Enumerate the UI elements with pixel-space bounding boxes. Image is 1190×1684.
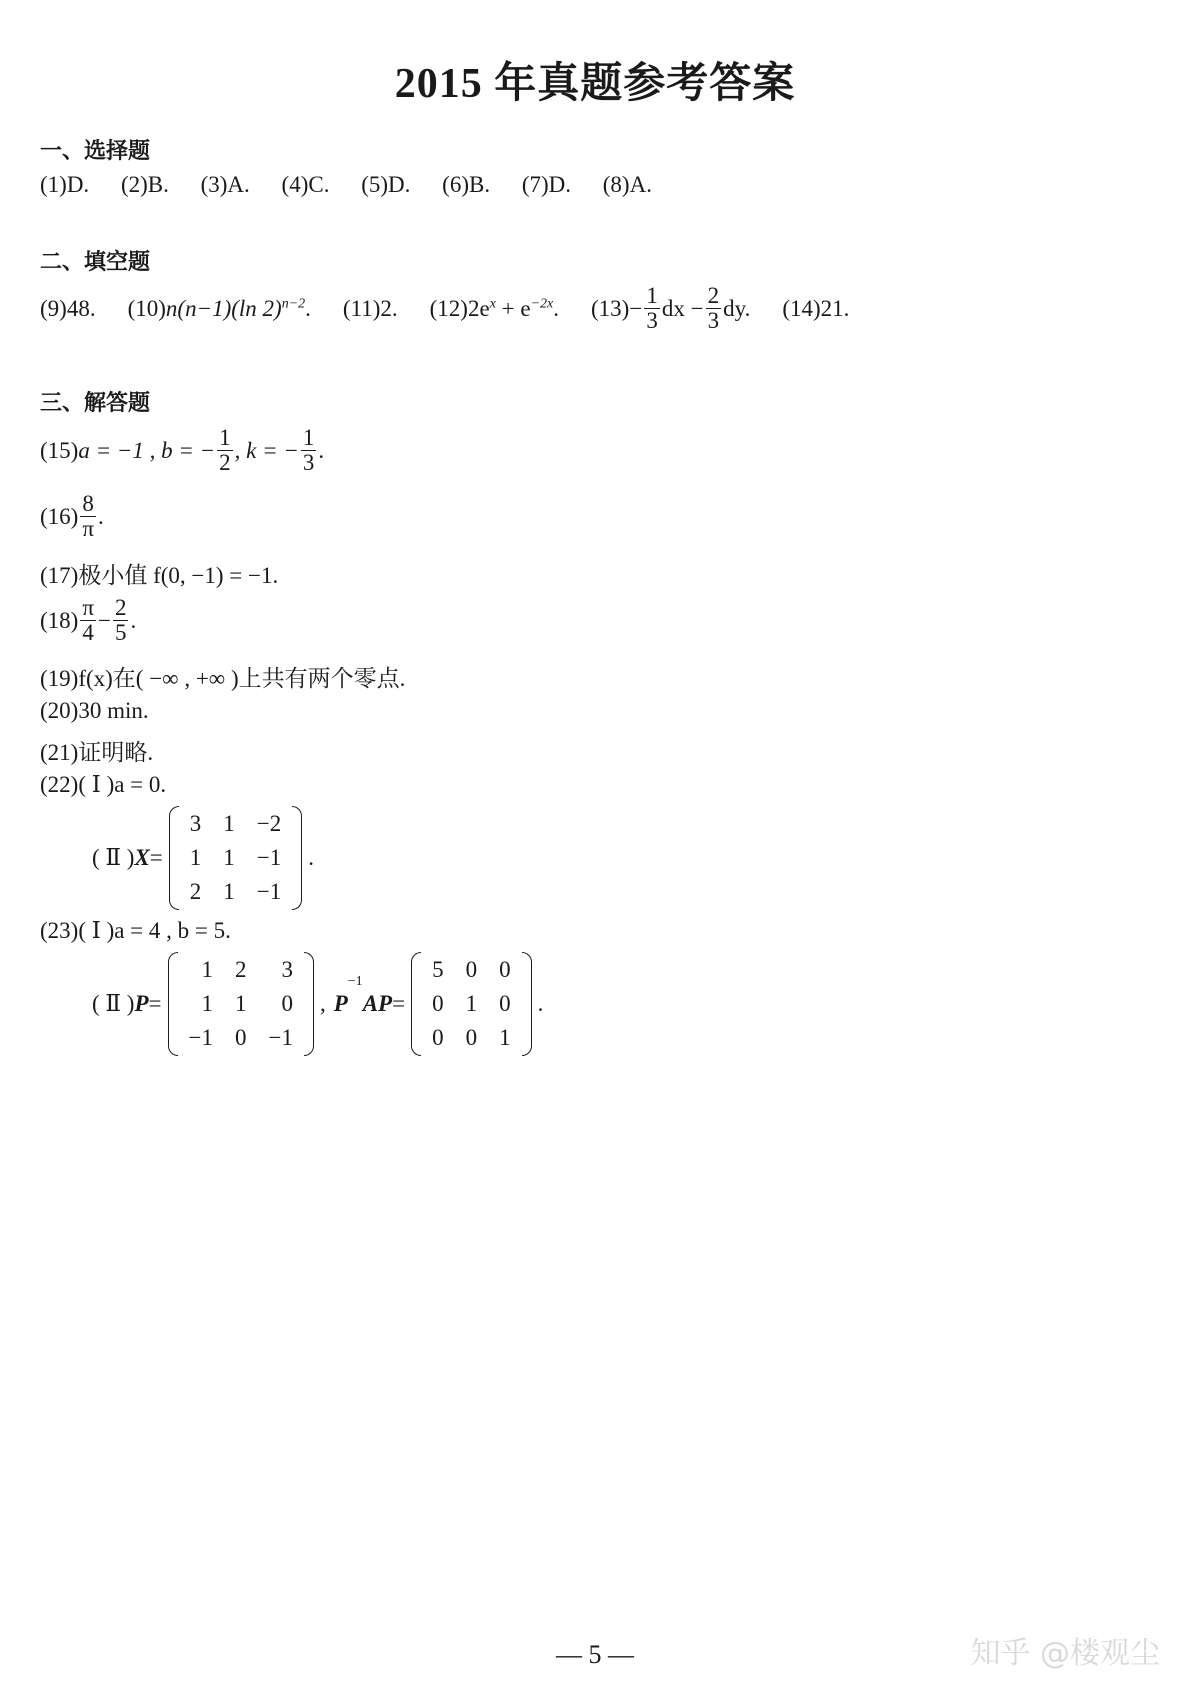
numerator: π — [82, 595, 94, 620]
equals-sign: = — [149, 845, 163, 870]
matrix-variable: P — [333, 991, 348, 1016]
numerator: 2 — [707, 283, 720, 308]
matrix-cell: −1 — [256, 879, 282, 904]
right-bracket — [522, 952, 532, 1056]
fraction — [706, 284, 722, 333]
matrix-p — [168, 952, 314, 1056]
matrix-cell: 1 — [499, 1025, 511, 1050]
denominator: 3 — [707, 308, 720, 334]
mc-answer: (6)B. — [442, 172, 491, 197]
matrix-cell: 0 — [432, 1025, 444, 1050]
matrix-cell: 3 — [281, 957, 293, 982]
section-heading-fill-blank: 二、填空题 — [40, 250, 151, 275]
section-heading-multiple-choice: 一、选择题 — [40, 139, 151, 164]
fill-blank-answers — [40, 284, 849, 333]
fraction — [644, 284, 660, 333]
exponent: n−2 — [281, 295, 306, 311]
left-bracket — [168, 952, 178, 1056]
matrix-cell: 1 — [223, 879, 235, 904]
answer-label: (10) — [127, 295, 166, 321]
matrix-cell: 0 — [465, 957, 478, 982]
denominator: 4 — [82, 620, 94, 646]
answer-19: (19)f(x)在( −∞ , +∞ )上共有两个零点. — [40, 666, 406, 691]
answer-label: ( Ⅱ ) — [92, 991, 135, 1016]
matrix-cell: 1 — [201, 991, 213, 1016]
mc-answer: (5)D. — [361, 172, 411, 197]
matrix-cell: 1 — [465, 991, 478, 1016]
matrix-cell: 0 — [465, 1025, 478, 1050]
fraction — [217, 426, 233, 475]
answer-end: . — [308, 845, 315, 870]
answer-term: dy. — [723, 295, 751, 321]
matrix-cell: −1 — [188, 1025, 213, 1050]
answer-label: (15) — [40, 437, 79, 463]
answer-17: (17)极小值 f(0, −1) = −1. — [40, 563, 279, 588]
matrix-variable: AP — [362, 991, 393, 1016]
matrix-diagonal — [411, 952, 532, 1056]
fraction — [80, 596, 96, 645]
answer-label: (16) — [40, 503, 79, 529]
fill-answer-14: (14)21. — [782, 295, 850, 321]
matrix-cell: 1 — [223, 845, 235, 870]
matrix-cell: 2 — [234, 957, 247, 982]
denominator: 3 — [302, 450, 315, 476]
mc-answer: (8)A. — [602, 172, 652, 197]
answer-20: (20)30 min. — [40, 698, 149, 723]
denominator: 2 — [219, 450, 231, 476]
answer-end: . — [305, 295, 311, 321]
numerator: 1 — [219, 425, 231, 450]
left-bracket — [169, 806, 179, 910]
fill-answer-12 — [430, 296, 559, 322]
mc-answer: (2)B. — [120, 172, 169, 197]
numerator: 1 — [302, 425, 315, 450]
equals-sign: = — [148, 991, 162, 1016]
matrix-cell: −1 — [256, 845, 282, 870]
mc-answer: (4)C. — [281, 172, 330, 197]
minus-sign: − — [629, 295, 643, 321]
answer-22-part-2 — [92, 806, 314, 910]
answer-term: 2e — [467, 295, 490, 321]
answer-15 — [40, 426, 324, 475]
left-bracket — [411, 952, 421, 1056]
answer-term: dx − — [661, 295, 704, 321]
right-bracket — [292, 806, 302, 910]
matrix-cell: 1 — [201, 957, 213, 982]
matrix-cell: 2 — [189, 879, 202, 904]
answer-22-part-1: (22)( Ⅰ )a = 0. — [40, 772, 167, 797]
fraction — [301, 426, 317, 475]
matrix-table — [179, 807, 292, 909]
matrix-variable: X — [134, 845, 150, 870]
matrix-cell: 0 — [499, 991, 511, 1016]
separator: , — [319, 991, 326, 1016]
multiple-choice-answers — [40, 172, 678, 198]
answer-expression: n(n−1)(ln 2) — [165, 295, 282, 321]
answer-end: . — [553, 295, 560, 321]
right-bracket — [304, 952, 314, 1056]
answer-23-part-2 — [92, 952, 543, 1056]
answer-expression: a = −1 , b = − — [78, 437, 216, 463]
fraction — [113, 596, 129, 645]
fill-answer-13 — [591, 284, 750, 333]
matrix-cell: 0 — [234, 1025, 247, 1050]
matrix-cell: 5 — [432, 957, 444, 982]
matrix-cell: 0 — [499, 957, 511, 982]
denominator: 5 — [114, 620, 127, 646]
matrix-cell: 0 — [281, 991, 293, 1016]
matrix-table — [421, 953, 522, 1055]
matrix-variable: P — [134, 991, 149, 1016]
answer-end: . — [130, 607, 137, 633]
matrix-x — [169, 806, 302, 910]
answer-end: . — [318, 437, 325, 463]
fill-answer-11: (11)2. — [342, 295, 398, 321]
matrix-table — [178, 953, 304, 1055]
mc-answer: (1)D. — [40, 172, 90, 197]
answer-label: (18) — [40, 607, 79, 633]
answer-expression: , k = − — [234, 437, 299, 463]
numerator: 2 — [114, 595, 127, 620]
numerator: 8 — [80, 492, 96, 517]
denominator: π — [82, 516, 94, 542]
answer-18 — [40, 596, 136, 645]
matrix-cell: 1 — [234, 991, 247, 1016]
answer-label: (13) — [591, 295, 630, 321]
matrix-cell: 1 — [223, 811, 235, 836]
answer-23-part-1: (23)( Ⅰ )a = 4 , b = 5. — [40, 918, 231, 943]
matrix-cell: 1 — [189, 845, 202, 870]
answer-label: ( Ⅱ ) — [92, 845, 135, 870]
watermark: 知乎 @楼观尘 — [970, 1636, 1160, 1671]
exponent: x — [489, 295, 496, 311]
mc-answer: (7)D. — [521, 172, 572, 197]
answer-16 — [40, 492, 104, 541]
fill-answer-10 — [128, 296, 311, 322]
matrix-cell: −2 — [256, 811, 282, 836]
answer-end: . — [97, 503, 104, 529]
denominator: 3 — [646, 308, 658, 334]
fill-answer-9: (9)48. — [40, 295, 96, 321]
equals-sign: = — [392, 991, 406, 1016]
page-title: 2015 年真题参考答案 — [394, 61, 796, 107]
matrix-cell: −1 — [268, 1025, 293, 1050]
answer-21: (21)证明略. — [40, 740, 154, 765]
fraction — [80, 492, 96, 541]
answer-label: (12) — [429, 295, 468, 321]
matrix-cell: 3 — [189, 811, 202, 836]
answer-term: + e — [495, 295, 531, 321]
page-number: — 5 — — [556, 1640, 634, 1669]
exponent: −2x — [530, 295, 554, 311]
section-heading-solutions: 三、解答题 — [40, 391, 151, 416]
minus-sign: − — [97, 607, 111, 633]
matrix-cell: 0 — [432, 991, 444, 1016]
mc-answer: (3)A. — [200, 172, 250, 197]
exponent: −1 — [347, 974, 363, 989]
answer-end: . — [537, 991, 544, 1016]
numerator: 1 — [646, 283, 658, 308]
